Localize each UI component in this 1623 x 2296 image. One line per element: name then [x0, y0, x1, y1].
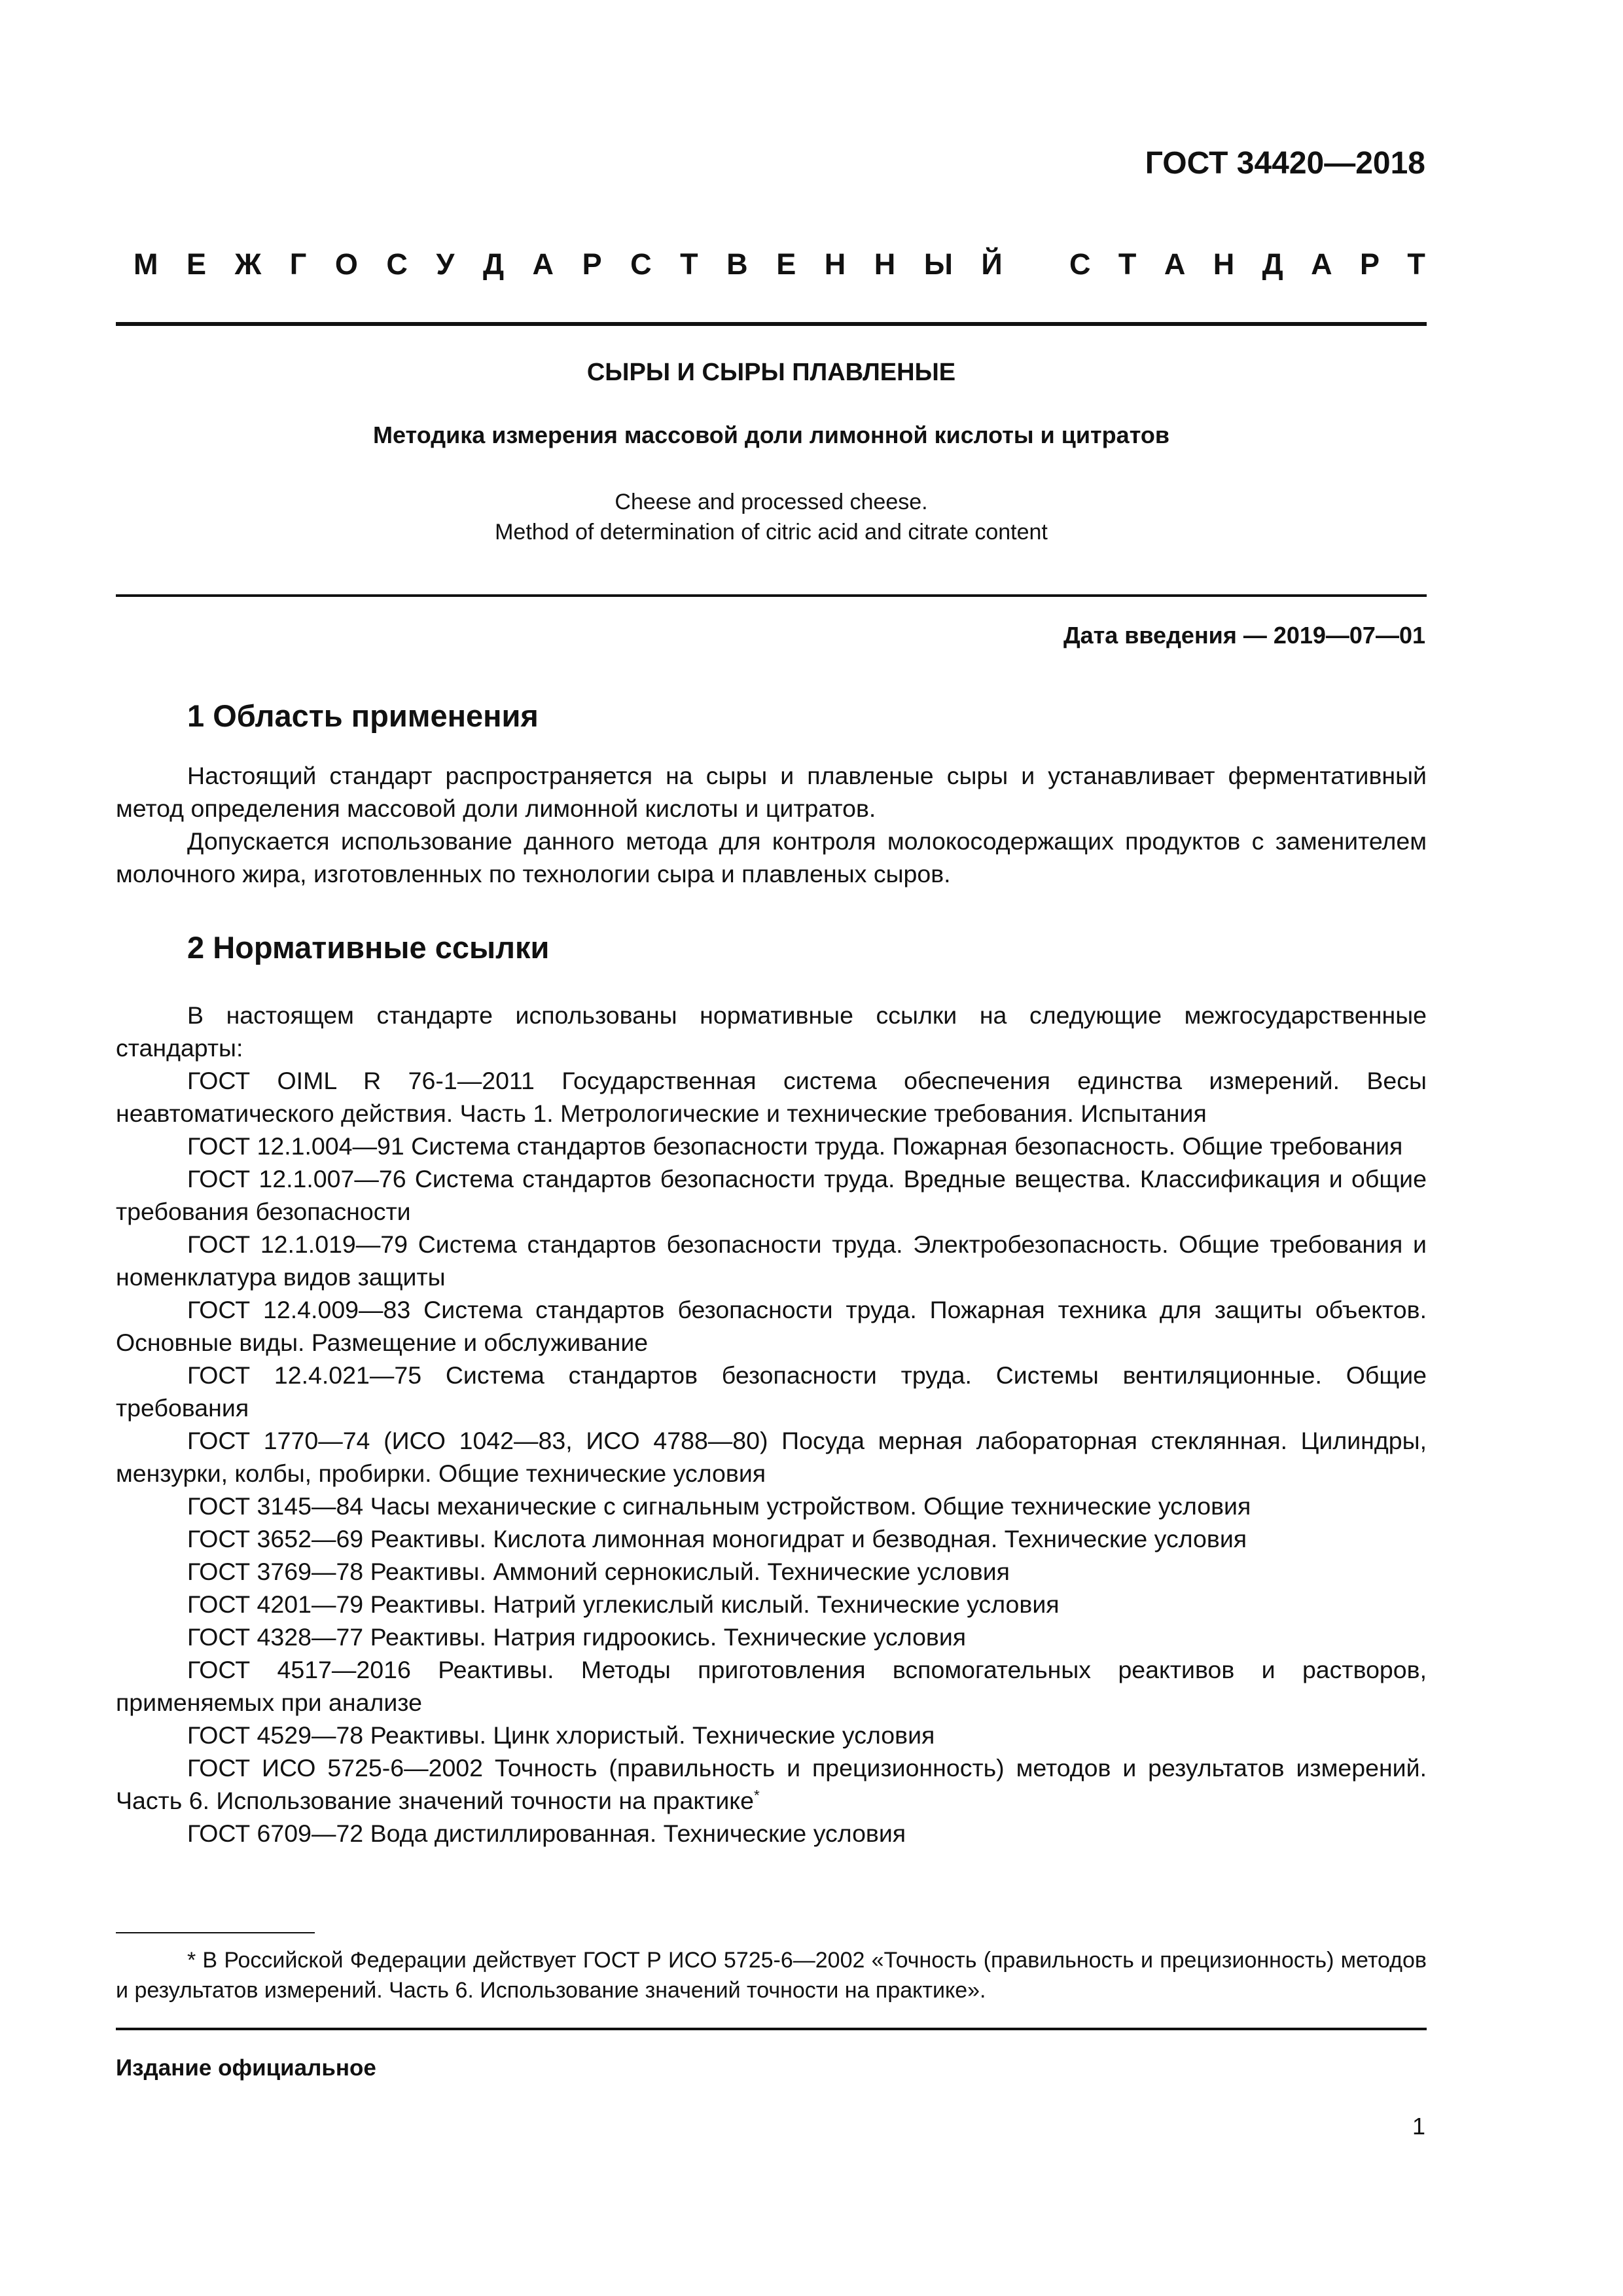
reference-item: ГОСТ 1770—74 (ИСО 1042—83, ИСО 4788—80) Посуда мерная лабораторная стеклянная. Цилиндры, мензурки, колбы, пробирки. Общие технические условия	[116, 1427, 1427, 1487]
section-1-paragraph-2: Допускается использование данного метода для контроля молокосодержащих продуктов с заменителем молочного жира, изготовленных по технологии сыра и плавленых сыров.	[116, 827, 1427, 888]
reference-item: ГОСТ 12.1.007—76 Система стандартов безопасности труда. Вредные вещества. Классификация и общие требования безопасности	[116, 1165, 1427, 1225]
spaced-letter: Ы	[923, 247, 953, 281]
spaced-letter: В	[726, 247, 748, 281]
spaced-letter: О	[334, 247, 358, 281]
spaced-letter: С	[630, 247, 652, 281]
standard-code: ГОСТ 34420—2018	[1145, 146, 1425, 181]
spaced-letter: А	[532, 247, 554, 281]
spaced-letter: Ж	[234, 247, 262, 281]
footnote-mark: *	[187, 1948, 196, 1973]
spaced-letter: Р	[582, 247, 602, 281]
spaced-letter: Й	[981, 247, 1003, 281]
spaced-letter: М	[134, 247, 158, 281]
reference-item: ГОСТ 6709—72 Вода дистиллированная. Технические условия	[187, 1820, 906, 1847]
spaced-letter: Н	[824, 247, 846, 281]
reference-text: ГОСТ ИСО 5725-6—2002 Точность (правильность и прецизионность) методов и результатов измерений. Часть 6. Использование значений точности на практике	[116, 1754, 1427, 1814]
reference-item: ГОСТ 4517—2016 Реактивы. Методы приготовления вспомогательных реактивов и растворов, применяемых при анализе	[116, 1656, 1427, 1716]
reference-item: ГОСТ OIML R 76-1—2011 Государственная система обеспечения единства измерений. Весы неавтоматического действия. Часть 1. Метрологические и технические требования. Испытания	[116, 1067, 1427, 1127]
reference-item: ГОСТ 3652—69 Реактивы. Кислота лимонная моногидрат и безводная. Технические условия	[187, 1525, 1247, 1552]
spaced-letter: С	[386, 247, 408, 281]
header-divider	[116, 322, 1427, 326]
reference-item: ГОСТ 12.4.009—83 Система стандартов безопасности труда. Пожарная техника для защиты объектов. Основные виды. Размещение и обслуживание	[116, 1296, 1427, 1356]
doc-title: СЫРЫ И СЫРЫ ПЛАВЛЕНЫЕ	[586, 359, 956, 386]
footnote-marker[interactable]: *	[753, 1787, 760, 1804]
spaced-letter: У	[436, 247, 455, 281]
reference-item: ГОСТ 4529—78 Реактивы. Цинк хлористый. Технические условия	[187, 1721, 935, 1749]
spaced-letter: Н	[1213, 247, 1235, 281]
section-1-paragraph-1: Настоящий стандарт распространяется на сыры и плавленые сыры и устанавливает ферментативный метод определения массовой доли лимонной кислоты и цитратов.	[116, 762, 1427, 822]
spaced-letter: А	[1311, 247, 1332, 281]
normative-references	[116, 999, 1427, 1850]
spaced-letter: А	[1164, 247, 1186, 281]
reference-item-with-footnote	[116, 1751, 1427, 1817]
footnote-text: В Российской Федерации действует ГОСТ Р ИСО 5725-6—2002 «Точность (правильность и прецизионность) методов и результатов измерений. Часть 6. Использование значений точности на практике».	[116, 1948, 1427, 2003]
reference-item: ГОСТ 12.1.004—91 Система стандартов безопасности труда. Пожарная безопасность. Общие требования	[187, 1132, 1403, 1160]
references-intro: В настоящем стандарте использованы нормативные ссылки на следующие межгосударственные стандарты:	[116, 1001, 1427, 1062]
section-2-heading: 2 Нормативные ссылки	[187, 930, 550, 965]
standard-kind-word1	[134, 247, 1003, 281]
footnote	[116, 1945, 1427, 2005]
reference-item: ГОСТ 4328—77 Реактивы. Натрия гидроокись. Технические условия	[187, 1623, 967, 1651]
doc-subtitle: Методика измерения массовой доли лимонной кислоты и цитратов	[373, 422, 1169, 448]
standard-kind-word2	[1069, 247, 1425, 281]
spaced-letter: Т	[680, 247, 698, 281]
spaced-letter: Р	[1360, 247, 1380, 281]
reference-item: ГОСТ 4201—79 Реактивы. Натрий углекислый кислый. Технические условия	[187, 1590, 1060, 1618]
spaced-letter: Е	[187, 247, 207, 281]
spaced-letter: Г	[289, 247, 307, 281]
spaced-letter: Е	[776, 247, 796, 281]
english-title-line2: Method of determination of citric acid and citrate content	[495, 520, 1048, 545]
reference-item: ГОСТ 3145—84 Часы механические с сигнальным устройством. Общие технические условия	[187, 1492, 1251, 1520]
spaced-letter: С	[1069, 247, 1091, 281]
title-divider	[116, 594, 1427, 597]
footer-divider	[116, 2028, 1427, 2030]
spaced-letter: Д	[1262, 247, 1283, 281]
english-title-line1: Cheese and processed cheese.	[615, 490, 928, 514]
spaced-letter: Т	[1118, 247, 1137, 281]
section-1-heading: 1 Область применения	[187, 698, 539, 733]
reference-item: ГОСТ 3769—78 Реактивы. Аммоний сернокислый. Технические условия	[187, 1558, 1010, 1585]
footnote-divider	[116, 1932, 315, 1933]
introduction-date: Дата введения — 2019—07—01	[1063, 622, 1425, 649]
reference-item: ГОСТ 12.1.019—79 Система стандартов безопасности труда. Электробезопасность. Общие требования и номенклатура видов защиты	[116, 1230, 1427, 1291]
standard-kind	[134, 247, 1425, 281]
spaced-letter: Д	[482, 247, 504, 281]
english-title	[116, 487, 1427, 547]
reference-item: ГОСТ 12.4.021—75 Система стандартов безопасности труда. Системы вентиляционные. Общие требования	[116, 1361, 1427, 1422]
page-number: 1	[1412, 2113, 1425, 2140]
spaced-letter: Т	[1407, 247, 1425, 281]
official-edition-label: Издание официальное	[116, 2055, 376, 2081]
spaced-letter: Н	[874, 247, 896, 281]
